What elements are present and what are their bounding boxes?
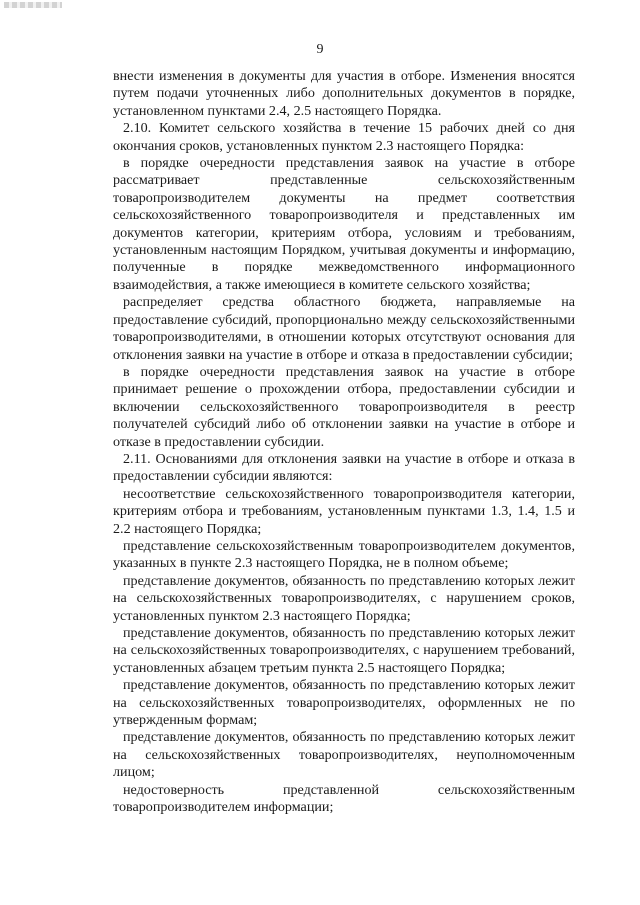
paragraph-review: в порядке очередности представления заявок на участие в отборе рассматривает представленные сельскохозяйственным товаропроизводителем документы на предмет соответствия сельскохозяйственного товаропроизводителя и представленных им документов категории, критериям отбора, условиям и требованиям, установленным настоящим Порядком, учитывая документы и информацию, полученные в порядке межведомственного информационного взаимодействия, а также имеющиеся в комитете сельского хозяйства; — [113, 155, 575, 293]
list-item-late-documents: представление документов, обязанность по представлению которых лежит на сельскохозяйственных товаропроизводителях, с нарушением сроков, установленных пунктом 2.3 настоящего Порядка; — [113, 572, 575, 624]
paragraph-decision: в порядке очередности представления заявок на участие в отборе принимает решение о прохождении отбора, предоставлении субсидии и включении сельскохозяйственного товаропроизводителя в реестр получателей субсидий либо об отклонении заявки на участие в отборе и отказе в предоставлении субсидии. — [113, 363, 575, 450]
list-item-wrong-forms: представление документов, обязанность по представлению которых лежит на сельскохозяйственных товаропроизводителях, оформленных не по утвержденным формам; — [113, 677, 575, 729]
list-item-false-information: недостоверность представленной сельскохозяйственным товаропроизводителем информации; — [113, 781, 575, 816]
scan-corner-mark — [4, 2, 62, 8]
list-item-incomplete-documents: представление сельскохозяйственным товаропроизводителем документов, указанных в пункте 2.3 настоящего Порядка, не в полном объеме; — [113, 537, 575, 572]
list-item-unauthorized-person: представление документов, обязанность по представлению которых лежит на сельскохозяйственных товаропроизводителях, неуполномоченным лицом; — [113, 729, 575, 781]
document-body — [113, 68, 575, 816]
page-number: 9 — [316, 42, 324, 57]
paragraph-distribution: распределяет средства областного бюджета, направляемые на предоставление субсидий, пропорционально между сельскохозяйственными товаропроизводителями, в отношении которых отсутствуют основания для отклонения заявки на участие в отборе и отказа в предоставлении субсидии; — [113, 294, 575, 363]
list-item-noncompliance: несоответствие сельскохозяйственного товаропроизводителя категории, критериям отбора и требованиям, установленным пунктами 1.3, 1.4, 1.5 и 2.2 настоящего Порядка; — [113, 485, 575, 537]
list-item-requirements-violation: представление документов, обязанность по представлению которых лежит на сельскохозяйственных товаропроизводителях, с нарушением требований, установленных абзацем третьим пункта 2.5 настоящего Порядка; — [113, 625, 575, 676]
paragraph-2-11: 2.11. Основаниями для отклонения заявки на участие в отборе и отказа в предоставлении субсидии являются: — [113, 450, 575, 485]
paragraph-2-10: 2.10. Комитет сельского хозяйства в течение 15 рабочих дней со дня окончания сроков, установленных пунктом 2.3 настоящего Порядка: — [113, 120, 575, 154]
paragraph-continuation: внести изменения в документы для участия в отборе. Изменения вносятся путем подачи уточненных либо дополнительных документов в порядке, установленном пунктами 2.4, 2.5 настоящего Порядка. — [113, 68, 575, 119]
